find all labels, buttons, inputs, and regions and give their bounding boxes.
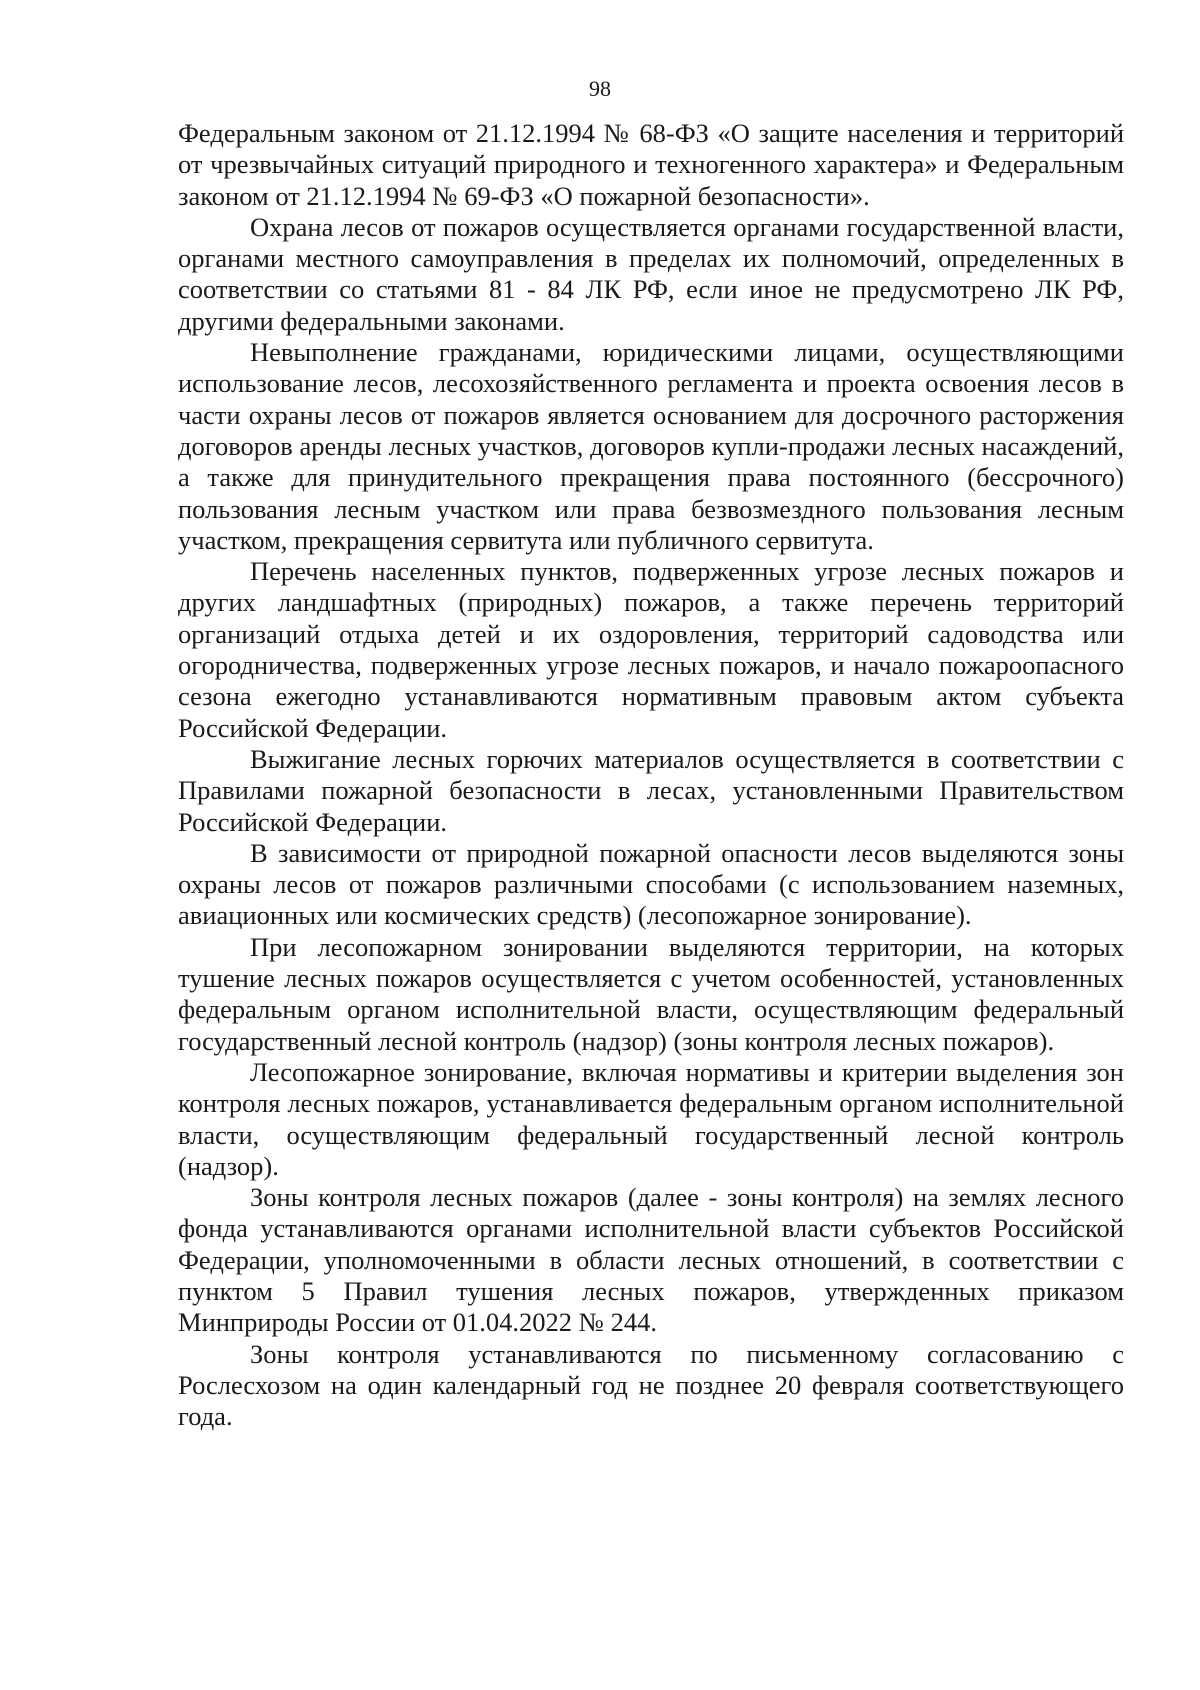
document-body xyxy=(178,118,1124,1432)
paragraph-burning: Выжигание лесных горючих материалов осуществляется в соответствии с Правилами пожарной безопасности в лесах, установленными Правительством Российской Федерации. xyxy=(178,743,1124,837)
paragraph-continuation: Федеральным законом от 21.12.1994 № 68-ФЗ «О защите населения и территорий от чрезвычайных ситуаций природного и техногенного характера» и Федеральным законом от 21.12.1994 № 69-ФЗ «О пожарной безопасности». xyxy=(178,118,1124,211)
paragraph-non-compliance: Невыполнение гражданами, юридическими лицами, осуществляющими использование лесов, лесохозяйственного регламента и проекта освоения лесов в части охраны лесов от пожаров является основанием для досрочного расторжения договоров аренды лесных участков, договоров купли-продажи лесных насаждений, а также для принудительного прекращения права постоянного (бессрочного) пользования лесным участком или права безвозмездного пользования лесным участком, прекращения сервитута или публичного сервитута. xyxy=(178,337,1124,555)
paragraph-zoning: В зависимости от природной пожарной опасности лесов выделяются зоны охраны лесов от пожаров различными способами (с использованием наземных, авиационных или космических средств) (лесопожарное зонирование). xyxy=(178,837,1124,931)
paragraph-approval: Зоны контроля устанавливаются по письменному согласованию с Рослесхозом на один календарный год не позднее 20 февраля соответствующего года. xyxy=(178,1338,1124,1432)
paragraph-control-zones: При лесопожарном зонировании выделяются территории, на которых тушение лесных пожаров осуществляется с учетом особенностей, установленных федеральным органом исполнительной власти, осуществляющим федеральный государственный лесной контроль (надзор) (зоны контроля лесных пожаров). xyxy=(178,931,1124,1056)
paragraph-settlements-list: Перечень населенных пунктов, подверженных угрозе лесных пожаров и других ландшафтных (природных) пожаров, а также перечень территорий организаций отдыха детей и их оздоровления, территорий садоводства или огородничества, подверженных угрозе лесных пожаров, и начало пожароопасного сезона ежегодно устанавливаются нормативным правовым актом субъекта Российской Федерации. xyxy=(178,556,1124,743)
paragraph-forest-protection: Охрана лесов от пожаров осуществляется органами государственной власти, органами местного самоуправления в пределах их полномочий, определенных в соответствии со статьями 81 - 84 ЛК РФ, если иное не предусмотрено ЛК РФ, другими федеральными законами. xyxy=(178,211,1124,336)
paragraph-zoning-criteria: Лесопожарное зонирование, включая нормативы и критерии выделения зон контроля лесных пожаров, устанавливается федеральным органом исполнительной власти, осуществляющим федеральный государственный лесной контроль (надзор). xyxy=(178,1056,1124,1181)
page-number: 98 xyxy=(589,76,611,101)
paragraph-zone-establishment: Зоны контроля лесных пожаров (далее - зоны контроля) на землях лесного фонда устанавливаются органами исполнительной власти субъектов Российской Федерации, уполномоченными в области лесных отношений, в соответствии с пунктом 5 Правил тушения лесных пожаров, утвержденных приказом Минприроды России от 01.04.2022 № 244. xyxy=(178,1182,1124,1338)
